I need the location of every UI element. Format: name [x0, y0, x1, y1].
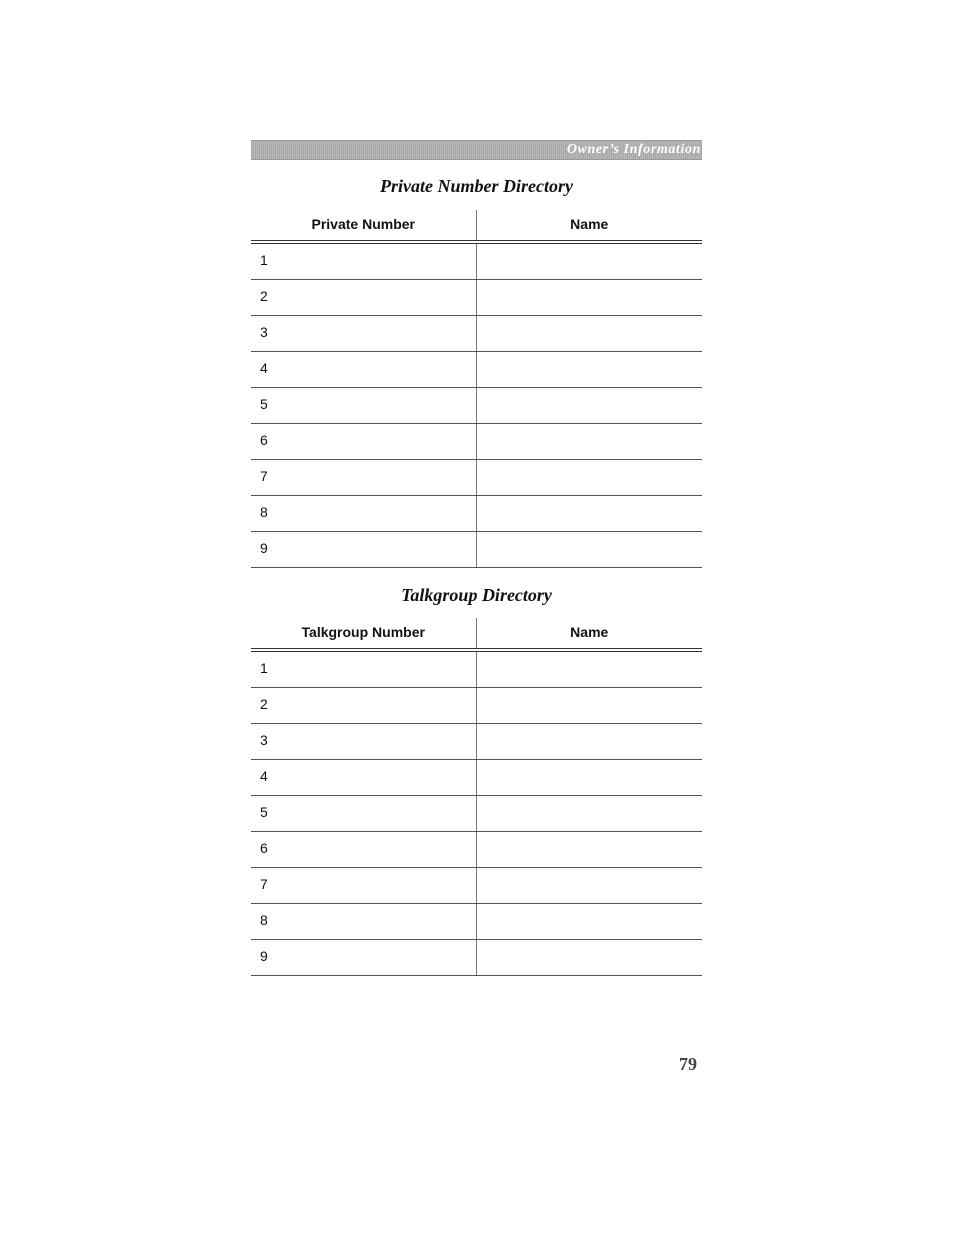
row-name-field [477, 904, 703, 939]
row-number: 8 [251, 496, 477, 531]
section-header-bar [251, 140, 702, 160]
table-header [251, 618, 702, 648]
row-number: 5 [251, 796, 477, 831]
row-number: 2 [251, 688, 477, 723]
table-row [251, 724, 702, 760]
table-row [251, 532, 702, 568]
row-name-field [477, 868, 703, 903]
row-number: 2 [251, 280, 477, 315]
row-number: 8 [251, 904, 477, 939]
row-name-field [477, 532, 703, 567]
table-row [251, 904, 702, 940]
row-number: 1 [251, 652, 477, 687]
table-row [251, 760, 702, 796]
row-number: 7 [251, 460, 477, 495]
page-number: 79 [679, 1054, 697, 1074]
table-row [251, 868, 702, 904]
private-directory-title: Private Number Directory [380, 176, 573, 196]
row-name-field [477, 280, 703, 315]
column-header-name: Name [570, 216, 609, 232]
table-row [251, 280, 702, 316]
section-header-text: Owner’s Information [566, 142, 701, 157]
talkgroup-directory-rows [251, 652, 702, 976]
row-number: 5 [251, 388, 477, 423]
table-row [251, 832, 702, 868]
table-row [251, 424, 702, 460]
row-number: 4 [251, 760, 477, 795]
row-number: 9 [251, 940, 477, 975]
row-number: 4 [251, 352, 477, 387]
row-name-field [477, 352, 703, 387]
row-name-field [477, 244, 703, 279]
row-name-field [477, 760, 703, 795]
talkgroup-directory-title: Talkgroup Directory [401, 585, 552, 605]
row-number: 3 [251, 724, 477, 759]
row-name-field [477, 424, 703, 459]
private-directory-rows [251, 244, 702, 568]
row-number: 1 [251, 244, 477, 279]
table-row [251, 388, 702, 424]
row-number: 7 [251, 868, 477, 903]
row-number: 3 [251, 316, 477, 351]
table-row [251, 316, 702, 352]
column-header-name: Name [570, 624, 609, 640]
row-name-field [477, 724, 703, 759]
table-row [251, 940, 702, 976]
table-row [251, 796, 702, 832]
table-header [251, 210, 702, 240]
table-row [251, 352, 702, 388]
private-directory-table [251, 210, 702, 568]
row-name-field [477, 388, 703, 423]
column-header-private-number: Private Number [251, 210, 477, 240]
row-name-field [477, 940, 703, 975]
row-name-field [477, 496, 703, 531]
column-header-talkgroup-number: Talkgroup Number [251, 618, 477, 648]
row-number: 9 [251, 532, 477, 567]
table-row [251, 688, 702, 724]
row-name-field [477, 688, 703, 723]
row-number: 6 [251, 832, 477, 867]
table-row [251, 496, 702, 532]
table-row [251, 652, 702, 688]
table-row [251, 244, 702, 280]
row-name-field [477, 796, 703, 831]
row-name-field [477, 832, 703, 867]
row-name-field [477, 316, 703, 351]
row-name-field [477, 460, 703, 495]
table-row [251, 460, 702, 496]
row-name-field [477, 652, 703, 687]
row-number: 6 [251, 424, 477, 459]
talkgroup-directory-table [251, 618, 702, 976]
